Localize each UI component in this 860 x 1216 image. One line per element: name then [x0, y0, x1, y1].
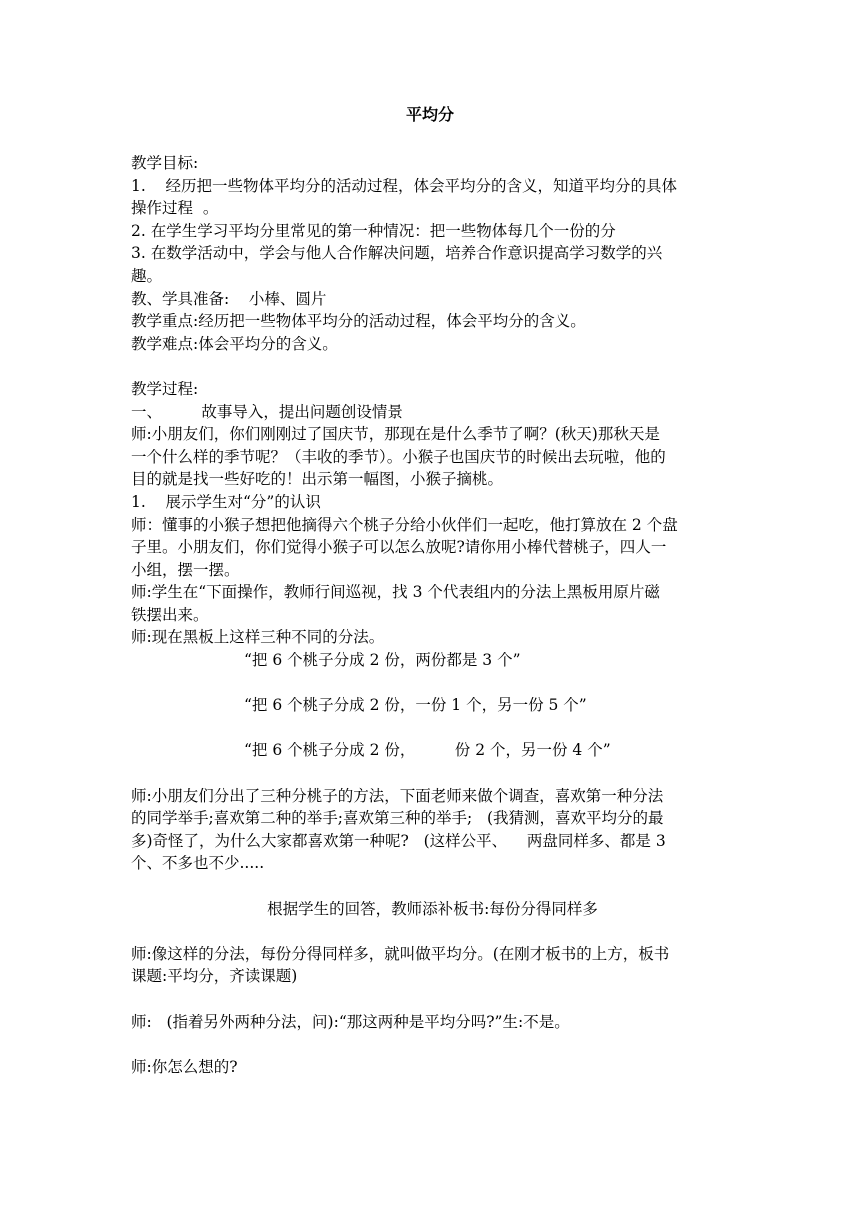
paragraph-line: 3. 在数学活动中，学会与他人合作解决问题，培养合作意识提高学习数学的兴	[131, 244, 663, 263]
paragraph-line: 铁摆出来。	[131, 605, 209, 624]
blank-line	[131, 1033, 734, 1056]
paragraph-line: 师:像这样的分法，每份分得同样多，就叫做平均分。(在刚才板书的上方，板书	[131, 944, 670, 963]
paragraph-line: 师: (指着另外两种分法，问):“那这两种是平均分吗?”生:不是。	[131, 1012, 570, 1031]
paragraph-line: 多)奇怪了，为什么大家都喜欢第一种呢? (这样公平、 两盘同样多、都是 3	[131, 831, 666, 850]
paragraph-line: 师：懂事的小猴子想把他摘得六个桃子分给小伙伴们一起吃，他打算放在 2 个盘	[131, 515, 678, 534]
board-quote: “把 6 个桃子分成 2 份， 份 2 个，另一份 4 个”	[244, 741, 611, 760]
blank-line	[131, 988, 734, 1011]
paragraph-line: 1. 展示学生对“分”的认识	[131, 492, 321, 511]
board-note: 根据学生的回答，教师添补板书:每份分得同样多	[267, 899, 598, 918]
board-quote: “把 6 个桃子分成 2 份，两份都是 3 个”	[244, 651, 521, 670]
paragraph-line: 师:你怎么想的?	[131, 1057, 238, 1076]
paragraph-line: 2. 在学生学习平均分里常见的第一种情况：把一些物体每几个一份的分	[131, 221, 616, 240]
paragraph-line: 的同学举手;喜欢第二种的举手;喜欢第三种的举手; (我猜测，喜欢平均分的最	[131, 809, 664, 828]
paragraph-line: 个、不多也不少.....	[131, 854, 265, 873]
board-quote: “把 6 个桃子分成 2 份，一份 1 个，另一份 5 个”	[244, 696, 587, 715]
paragraph-line: 师:小朋友们分出了三种分桃子的方法，下面老师来做个调查，喜欢第一种分法	[131, 786, 664, 805]
paragraph-line: 小组，摆一摆。	[131, 560, 240, 579]
section-heading: 教学过程:	[131, 379, 199, 398]
paragraph-line: 1. 经历把一些物体平均分的活动过程，体会平均分的含义，知道平均分的具体	[131, 176, 677, 195]
paragraph-line: 操作过程 。	[131, 199, 219, 218]
paragraph-line: 一个什么样的季节呢？（丰收的季节）。小猴子也国庆节的时候出去玩啦，他的	[131, 447, 666, 466]
paragraph-line: 教、学具准备: 小棒、圆片	[131, 289, 327, 308]
paragraph-line: 师:现在黑板上这样三种不同的分法。	[131, 628, 385, 647]
blank-line	[131, 355, 734, 378]
document-title: 平均分	[405, 105, 454, 124]
blank-line	[131, 717, 734, 740]
blank-line	[131, 672, 734, 695]
blank-line	[131, 875, 734, 898]
paragraph-line: 师:学生在“下面操作，教师行间巡视，找 3 个代表组内的分法上黑板用原片磁	[131, 583, 660, 602]
paragraph-line: 目的就是找一些好吃的！出示第一幅图，小猴子摘桃。	[131, 470, 504, 489]
paragraph-line: 师:小朋友们，你们刚刚过了国庆节，那现在是什么季节了啊？(秋天)那秋天是	[131, 425, 660, 444]
paragraph-line: 趣。	[131, 266, 163, 285]
blank-line	[131, 762, 734, 785]
paragraph-line: 教学重点:经历把一些物体平均分的活动过程，体会平均分的含义。	[131, 312, 586, 331]
paragraph-line: 子里。小朋友们，你们觉得小猴子可以怎么放呢?请你用小棒代替桃子，四人一	[131, 538, 667, 557]
paragraph-line: 教学难点:体会平均分的含义。	[131, 334, 338, 353]
paragraph-line: 课题:平均分，齐读课题)	[131, 967, 298, 986]
blank-line	[131, 920, 734, 943]
paragraph-line: 教学目标:	[131, 154, 199, 172]
document-body	[131, 152, 734, 1078]
paragraph-line: 一、 故事导入，提出问题创设情景	[131, 402, 403, 421]
